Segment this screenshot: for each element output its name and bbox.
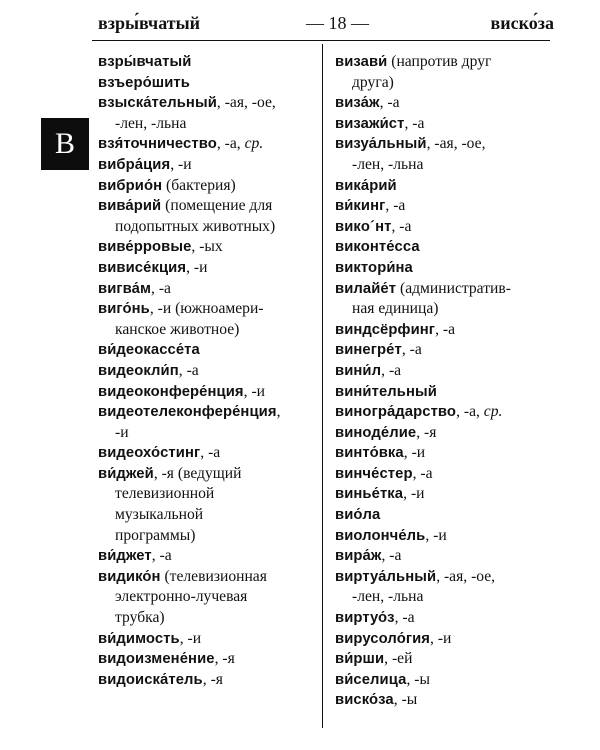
letter-tab: В xyxy=(41,118,89,170)
dictionary-entry xyxy=(335,608,557,629)
headword: вини́тельный xyxy=(335,383,437,400)
headword: винче́стер xyxy=(335,465,413,482)
dictionary-entry xyxy=(335,402,557,423)
entry-grammar: , -а xyxy=(379,94,400,112)
entry-grammar: (административ- xyxy=(396,279,511,297)
entry-grammar: , -ых xyxy=(191,238,223,256)
headword: видеоконфере́нция xyxy=(98,383,244,400)
headword: визави́ xyxy=(335,54,388,70)
headword: ви́джет xyxy=(98,548,152,565)
dictionary-entry xyxy=(335,505,557,526)
headword: ви́джей xyxy=(98,465,154,482)
entry-grammar: , -а xyxy=(391,217,412,235)
entry-grammar: , -и xyxy=(430,629,452,647)
gender-mark: ср. xyxy=(244,135,264,153)
dictionary-entry xyxy=(98,299,316,320)
dictionary-entry xyxy=(98,546,316,567)
dictionary-entry xyxy=(98,73,316,94)
headword: ви́деокассе́та xyxy=(98,342,200,359)
header-rule xyxy=(92,40,550,41)
entry-continuation xyxy=(335,73,557,94)
dictionary-entry xyxy=(98,279,316,300)
headword: винье́тка xyxy=(335,486,404,503)
headword: виногра́дарство xyxy=(335,404,457,421)
dictionary-entry xyxy=(98,340,316,361)
entry-grammar: , -и xyxy=(170,155,192,173)
headword: вика́рий xyxy=(335,177,397,194)
dictionary-entry xyxy=(335,423,557,444)
entry-grammar: , -а xyxy=(385,197,406,215)
dictionary-entry xyxy=(335,690,557,711)
headword: видоизмене́ние xyxy=(98,651,215,668)
entry-grammar: , -а xyxy=(394,609,415,627)
dictionary-entry xyxy=(335,382,557,403)
dictionary-entry xyxy=(335,320,557,341)
entry-grammar: , -а, xyxy=(456,403,484,421)
entry-grammar: , -и xyxy=(243,382,265,400)
dictionary-entry xyxy=(335,340,557,361)
headword: виза́ж xyxy=(335,95,380,112)
continuation-text: телевизионной xyxy=(115,485,215,503)
headword: виолонче́ль xyxy=(335,527,426,544)
headword: виртуа́льный xyxy=(335,568,437,585)
dictionary-entry xyxy=(335,649,557,670)
entry-grammar: , -а xyxy=(401,341,422,359)
entry-grammar: , -я xyxy=(202,670,223,688)
dictionary-entry xyxy=(335,526,557,547)
dictionary-entry xyxy=(335,217,557,238)
headword: ви́димость xyxy=(98,630,180,647)
dictionary-entry xyxy=(98,382,316,403)
entry-continuation xyxy=(98,484,316,505)
continuation-text: ная единица) xyxy=(352,300,439,318)
headword: ви́селица xyxy=(335,671,407,688)
continuation-text: -лен, -льна xyxy=(352,155,424,173)
entry-grammar: (напротив друг xyxy=(387,53,492,70)
dictionary-entry xyxy=(335,670,557,691)
entry-grammar: (телевизионная xyxy=(160,567,267,585)
entry-grammar: , -и xyxy=(186,258,208,276)
entry-continuation xyxy=(98,217,316,238)
headword: виско́за xyxy=(335,692,394,709)
entry-grammar: , -а xyxy=(178,361,199,379)
headword: вио́ла xyxy=(335,507,381,524)
dictionary-entry xyxy=(98,629,316,650)
dictionary-entry xyxy=(335,258,557,279)
continuation-text: -лен, -льна xyxy=(352,588,424,606)
headword: взры́вчатый xyxy=(98,54,192,70)
headword: виноде́лие xyxy=(335,424,417,441)
entry-continuation xyxy=(335,299,557,320)
entry-grammar: , -ая, -ое, xyxy=(216,94,276,112)
headword: визажи́ст xyxy=(335,115,405,132)
headword: ви́рши xyxy=(335,651,385,668)
entry-grammar: (бактерия) xyxy=(162,176,236,194)
headword: винегре́т xyxy=(335,342,402,359)
entry-grammar: , -и xyxy=(179,629,202,647)
headword: видеотелеконфере́нция xyxy=(98,404,277,421)
dictionary-entry xyxy=(98,155,316,176)
entry-grammar: (помещение для xyxy=(161,197,273,215)
dictionary-entry xyxy=(98,134,316,155)
headword: визуа́льный xyxy=(335,136,427,153)
entry-grammar: , -а xyxy=(435,320,455,338)
dictionary-entry xyxy=(98,52,316,73)
headword: взъеро́шить xyxy=(98,74,190,91)
dictionary-entry xyxy=(335,279,557,300)
headword: винто́вка xyxy=(335,445,404,462)
dictionary-entry xyxy=(335,237,557,258)
entry-continuation xyxy=(335,155,557,176)
headword: взя́точничество xyxy=(98,136,217,153)
headword: виконте́сса xyxy=(335,239,420,256)
entry-grammar: , -и xyxy=(403,444,426,462)
entry-grammar: , -я xyxy=(214,650,235,668)
continuation-text: трубка) xyxy=(115,609,165,627)
headword: взыска́тельный xyxy=(98,95,217,112)
headword: вибра́ция xyxy=(98,156,171,173)
right-column xyxy=(335,52,557,711)
entry-continuation xyxy=(98,587,316,608)
dictionary-entry xyxy=(98,402,316,423)
headword: видеокли́п xyxy=(98,362,179,379)
headword: вигва́м xyxy=(98,280,152,297)
entry-grammar: , -ы xyxy=(393,691,418,709)
dictionary-entry xyxy=(335,546,557,567)
entry-grammar: , -я (ведущий xyxy=(153,464,242,482)
dictionary-entry xyxy=(335,629,557,650)
entry-continuation xyxy=(98,526,316,547)
entry-grammar: , -и xyxy=(425,526,447,544)
entry-grammar: , -а xyxy=(381,361,402,379)
dictionary-entry xyxy=(335,443,557,464)
headword: вирусоло́гия xyxy=(335,630,431,647)
dictionary-entry xyxy=(335,196,557,217)
page-number: — 18 — xyxy=(306,13,369,33)
entry-grammar: , -а, xyxy=(216,135,245,153)
headword: виго́нь xyxy=(98,301,150,318)
dictionary-entry xyxy=(335,52,557,73)
headword: вилайе́т xyxy=(335,280,397,297)
dictionary-entry xyxy=(335,567,557,588)
left-column xyxy=(98,52,316,690)
continuation-text: -лен, -льна xyxy=(115,114,187,132)
headword: виндсёрфинг xyxy=(335,321,436,338)
entry-continuation xyxy=(98,608,316,629)
column-divider xyxy=(322,44,323,728)
entry-grammar: , -я xyxy=(416,423,437,441)
headword: видоиска́тель xyxy=(98,671,203,688)
entry-grammar: , -а xyxy=(381,547,402,565)
dictionary-entry xyxy=(98,237,316,258)
dictionary-entry xyxy=(98,649,316,670)
dictionary-entry xyxy=(335,361,557,382)
dictionary-entry xyxy=(98,361,316,382)
headword: вивисе́кция xyxy=(98,259,187,276)
continuation-text: подопытных животных) xyxy=(115,217,276,235)
entry-grammar: , xyxy=(276,403,281,421)
entry-grammar: , -ая, -ое, xyxy=(436,567,496,585)
dictionary-entry xyxy=(98,176,316,197)
dictionary-entry xyxy=(98,196,316,217)
entry-continuation xyxy=(98,423,316,444)
dictionary-entry xyxy=(98,258,316,279)
entry-continuation xyxy=(98,114,316,135)
entry-grammar: , -а xyxy=(151,547,172,565)
headword: виртуо́з xyxy=(335,610,395,627)
dictionary-entry xyxy=(98,670,316,691)
entry-grammar: , -а xyxy=(412,464,433,482)
headword: виктори́на xyxy=(335,259,413,276)
dictionary-entry xyxy=(335,484,557,505)
entry-continuation xyxy=(98,320,316,341)
entry-continuation xyxy=(335,587,557,608)
dictionary-entry xyxy=(98,464,316,485)
headword: виве́рровые xyxy=(98,239,192,256)
continuation-text: музыкальной xyxy=(115,506,204,524)
headword: вини́л xyxy=(335,362,382,379)
entry-grammar: , -и (южноамери- xyxy=(149,300,264,318)
running-head-left: взры́вчатый xyxy=(98,13,201,33)
dictionary-entry xyxy=(335,114,557,135)
entry-grammar: , -ая, -ое, xyxy=(426,135,486,153)
dictionary-entry xyxy=(335,464,557,485)
gender-mark: ср. xyxy=(483,403,503,421)
continuation-text: программы) xyxy=(115,526,196,544)
running-head-right: виско́за xyxy=(490,13,554,33)
continuation-text: друга) xyxy=(352,73,394,91)
headword: вива́рий xyxy=(98,198,162,215)
entry-grammar: , -а xyxy=(404,114,425,132)
headword: видеохо́стинг xyxy=(98,445,201,462)
entry-grammar: , -а xyxy=(151,279,171,297)
dictionary-entry xyxy=(98,567,316,588)
dictionary-entry xyxy=(98,93,316,114)
dictionary-entry xyxy=(98,443,316,464)
dictionary-entry xyxy=(335,134,557,155)
headword: вибрио́н xyxy=(98,177,163,194)
continuation-text: -и xyxy=(115,423,129,441)
dictionary-entry xyxy=(335,176,557,197)
entry-grammar: , -а xyxy=(200,444,221,462)
entry-grammar: , -и xyxy=(403,485,425,503)
headword: видико́н xyxy=(98,568,161,585)
entry-continuation xyxy=(98,505,316,526)
entry-grammar: , -ы xyxy=(406,670,430,688)
headword: вира́ж xyxy=(335,548,382,565)
dictionary-entry xyxy=(335,93,557,114)
headword: ви́кинг xyxy=(335,198,386,215)
headword: викo´нт xyxy=(335,218,392,235)
continuation-text: электронно-лучевая xyxy=(115,588,248,606)
continuation-text: канское животное) xyxy=(115,320,240,338)
entry-grammar: , -ей xyxy=(384,650,413,668)
